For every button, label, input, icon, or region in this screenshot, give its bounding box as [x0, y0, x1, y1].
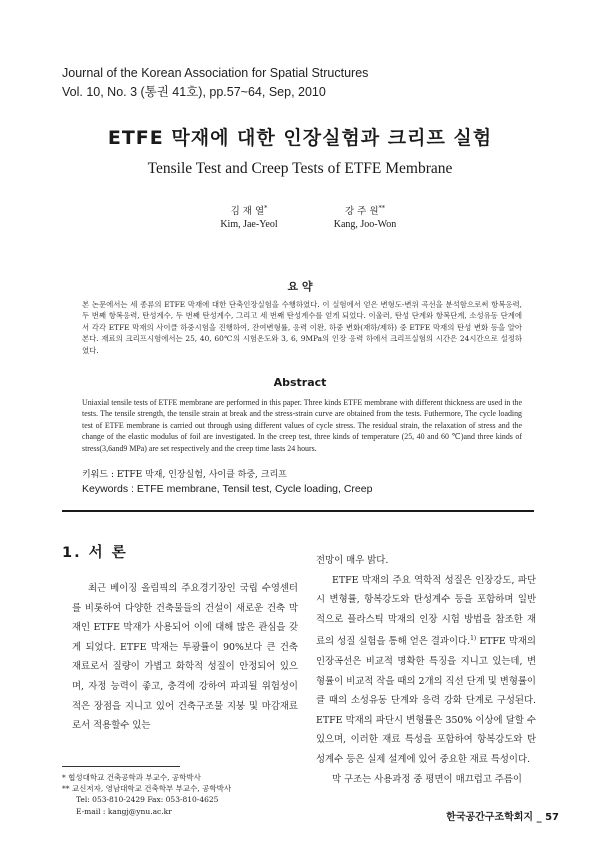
footnote-contact: Tel: 053-810-2429 Fax: 053-810-4625 — [76, 795, 219, 805]
author-2-name-ko: 강 주 원 — [344, 206, 379, 217]
journal-name: Journal of the Korean Association for Spatial Structures — [62, 66, 369, 80]
page-number: _ 57 — [536, 812, 559, 823]
intro-paragraph-1: 최근 베이징 올림픽의 주요경기장인 국립 수영센터를 비롯하여 다양한 건축물들의 건설이 새로운 건축 막재인 ETFE 막재가 사용되어 이에 대해 많은 관심을 갖게 되었다. ETFE 막재는 투광률이 90%보다 큰 건축 재료로서 질량이 가볍고 화학적 성질이 안정되어 있으며, 자정 능력이 좋고, 충격에 강하여 파괴될 위험성이 적은 장점을 지니고 있어 건축구조물 지붕 및 마감재료로서 적용할수 있는 — [72, 583, 298, 732]
section-1-heading: 1. 서 론 — [62, 545, 128, 561]
author-1-mark: * — [264, 203, 268, 212]
author-2-english: Kang, Joo-Won — [333, 219, 397, 230]
abstract-korean-heading: 요 약 — [287, 280, 313, 293]
journal-volume-info: Vol. 10, No. 3 (통권 41호), pp.57~64, Sep, 2010 — [62, 85, 326, 99]
body-right-column — [316, 551, 536, 789]
footnote-divider — [62, 766, 180, 767]
paper-title-english: Tensile Test and Creep Tests of ETFE Membrane — [147, 160, 453, 177]
intro-paragraph-2-cont: ETFE 막재의 인장곡선은 비교적 명확한 특징을 지니고 있는데, 변형률이 비교적 작을 때의 2개의 직선 단계 및 변형률이 클 때의 소성유동 단계와 응력 강화 단계로 구성된다. ETFE 막재의 파단시 변형률은 350% 이상에 달할 수 있으며, 이러한 재료 특성을 포함하여 항복강도와 탄성계수 등은 실제 설계에 있어 중요한 재료 특성이다. — [316, 636, 536, 766]
abstract-english-text: Uniaxial tensile tests of ETFE membrane are performed in this paper. Three kinds ETFE membrane with different thickness are used in the tests. The tensile strength, the tensile strain at break and the stress-strain curve are obtained from the tests. Futhermore, The cycle loading test of ETFE membrane is carried out through using different values of cycle stress. The residual strain, the relaxation of stress and the change of the elastic modulus of foil are investigated. In the creep test, three kinds of temperature (25, 40 and 60 ℃)and three kinds of stress(3,6and9 MPa) are set respectively and the creep time lasts 24 hours. — [82, 398, 522, 453]
section-divider — [62, 510, 534, 512]
intro-paragraph-2 — [316, 571, 536, 770]
keywords-english: Keywords : ETFE membrane, Tensil test, Cycle loading, Creep — [82, 483, 373, 495]
footnote-author-1: * 협성대학교 건축공학과 부교수, 공학박사 — [62, 773, 201, 782]
intro-paragraph-continued: 전망이 매우 밝다. — [316, 555, 389, 566]
reference-mark: 1) — [470, 635, 477, 643]
author-1-korean — [189, 203, 309, 217]
author-2-korean — [305, 203, 425, 217]
intro-paragraph-2-text: ETFE 막재의 주요 역학적 성질은 인장강도, 파단시 변형률, 항복강도와 탄성계수 등을 포함하며 일반적으로 플라스틱 막재의 인장 시험 방법을 참조한 재료의 성질 실험을 통해 얻은 결과이다. — [316, 574, 536, 648]
body-left-column — [72, 579, 298, 736]
abstract-english-heading: Abstract — [273, 376, 327, 389]
keywords-korean: 키워드 : ETFE 막재, 인장실험, 사이클 하중, 크리프 — [82, 470, 287, 480]
footnote-email: E-mail : kangj@ynu.ac.kr — [76, 806, 172, 816]
intro-paragraph-3: 막 구조는 사용과정 중 평면이 매끄럽고 주름이 — [332, 773, 522, 785]
paper-title-korean: ETFE 막재에 대한 인장실험과 크리프 실험 — [107, 127, 493, 149]
abstract-korean-text: 본 논문에서는 세 종류의 ETFE 막재에 대한 단축인장실험을 수행하였다. 이 실험에서 얻은 변형도-변위 곡선을 분석함으로써 항복응력, 두 번째 항복응력, 탄성계수, 두 번째 탄성계수, 그리고 세 번째 탄성계수를 얻게 되었다. 이울러, 탄성 단계와 항복단계, 소성유동 단계에서 각각 ETFE 막재의 사이클 하중시험을 진행하여, 잔여변형률, 응력 이완, 하중 변화(재하/제하) 중 ETFE 막재의 탄성 변화 등을 알아본다. 재료의 크리프시험에서는 25, 40, 60℃의 시험온도와 3, 6, 9MPa의 인장 응력 하에서 크리프실험의 시간은 24시간으로 설정하였다. — [82, 300, 522, 355]
footer-journal-name: 한국공간구조학회지 — [446, 812, 534, 823]
author-2-mark: ** — [378, 203, 386, 212]
footnotes — [62, 772, 302, 817]
page-footer — [446, 808, 559, 823]
footnote-author-2: ** 교신저자, 영남대학교 건축학부 부교수, 공학박사 — [62, 784, 232, 794]
author-1-name-ko: 김 재 열 — [230, 206, 265, 217]
author-1-english: Kim, Jae-Yeol — [220, 219, 278, 230]
